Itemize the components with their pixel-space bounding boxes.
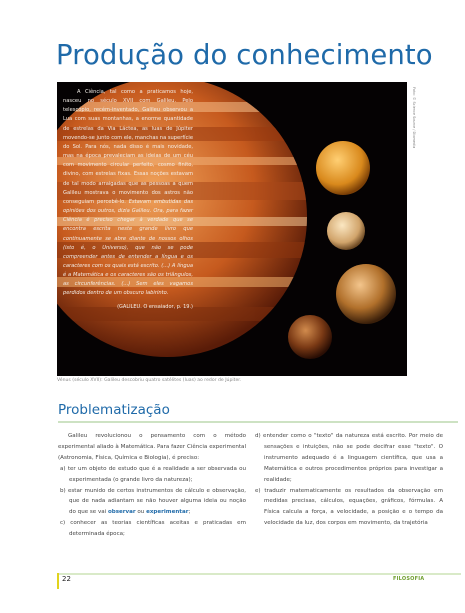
section-divider — [58, 421, 458, 423]
list-item: b) estar munido de certos instrumentos de cálculo e observação, que de nada adiantam se não houver alguma ideia ou noção do que se vai observar ou experimentar; — [60, 487, 246, 516]
section-title: Problematização — [58, 402, 170, 418]
list-item: c) conhecer as teorias científicas aceitas e praticadas em determinada época; — [60, 520, 246, 538]
subject-label: FILOSOFIA — [393, 576, 425, 582]
image-caption: Vénus (século XVII): Galileu descobriu quatro satélites (luas) ao redor de Júpiter. — [57, 378, 242, 383]
europa-moon — [327, 212, 365, 250]
list-item: e) traduzir matematicamente os resultados da observação em medidas precisas, cálculos, equações, gráficos, fórmulas. A Física calcula a força, a velocidade, a posição e o tempo da velocidade da luz, dos corpos em movimento, da trajetória — [255, 487, 443, 527]
ganymede-moon — [336, 264, 396, 324]
footer-divider — [57, 573, 461, 575]
experimentar-term: experimentar — [146, 509, 189, 516]
list-item: a) ter um objeto de estudo que é a realidade a ser observada ou experimentada (o grande livro da natureza); — [60, 465, 246, 483]
galileo-quote — [63, 88, 193, 312]
quote-emphasis: Estavam embutidas das opiniões dos outros, dizia Galileu. Ora, para fazer Ciência é preciso chegar à verdade que se encontra escrita neste grande livro que continuamente se abre diante de nossos olhos (isto é, o Universo), que não se pode compreender antes de entender a língua e os caracteres com os quais está escrito. (...) A língua é a Matemática e os caracteres são os triângulos, as circunferências. (...) Sem eles vagamos perdidos dentro de um obscuro labirinto. — [63, 198, 194, 297]
photo-credit: Foto: © Science Source / Diomedia — [412, 87, 416, 149]
callisto-moon — [288, 315, 332, 359]
quote-source: (GALILEU. O ensaiador, p. 19.) — [117, 303, 193, 310]
page-number: 22 — [62, 575, 71, 583]
page-title: Produção do conhecimento — [56, 39, 433, 71]
list-item: d) entender como o "texto" da natureza está escrito. Por meio de sensações e intuições, não se pode decifrar esse "texto". O instrumento adequado é a linguagem científica, que usa a Matemática e outros procedimentos próprios para investigar a realidade; — [255, 433, 444, 483]
intro-paragraph: Galileu revolucionou o pensamento com o método experimental aliado à Matemática. Para fazer Ciência experimental (Astronomia, Física, Química e Biologia), é preciso: — [58, 433, 246, 461]
page-marker — [57, 573, 59, 589]
right-column — [253, 431, 443, 529]
io-moon — [316, 141, 370, 195]
left-column — [58, 431, 246, 540]
quote-text: A Ciência, tal como a praticamos hoje, nasceu no século XVII com Galileu. Pelo telescópio, recém-inventado, Galileu observou a Lua com suas montanhas, a enorme quantidade de estrelas da Via Láctea, as luas de Júpiter movendo-se junto com ele, manchas na superfície do Sol. Para nós, nada disso é mais novidade, mas na época prevaleciam as ideias de um céu com movimento circular perfeito, cosmo finito, divino, com estrelas fixas. Essas noções estavam de tal modo arraigadas que as pessoas a quem Galileu mostrava o movimento dos astros não conseguiam percebê-lo. — [63, 89, 193, 205]
observar-term: observar — [107, 509, 136, 516]
